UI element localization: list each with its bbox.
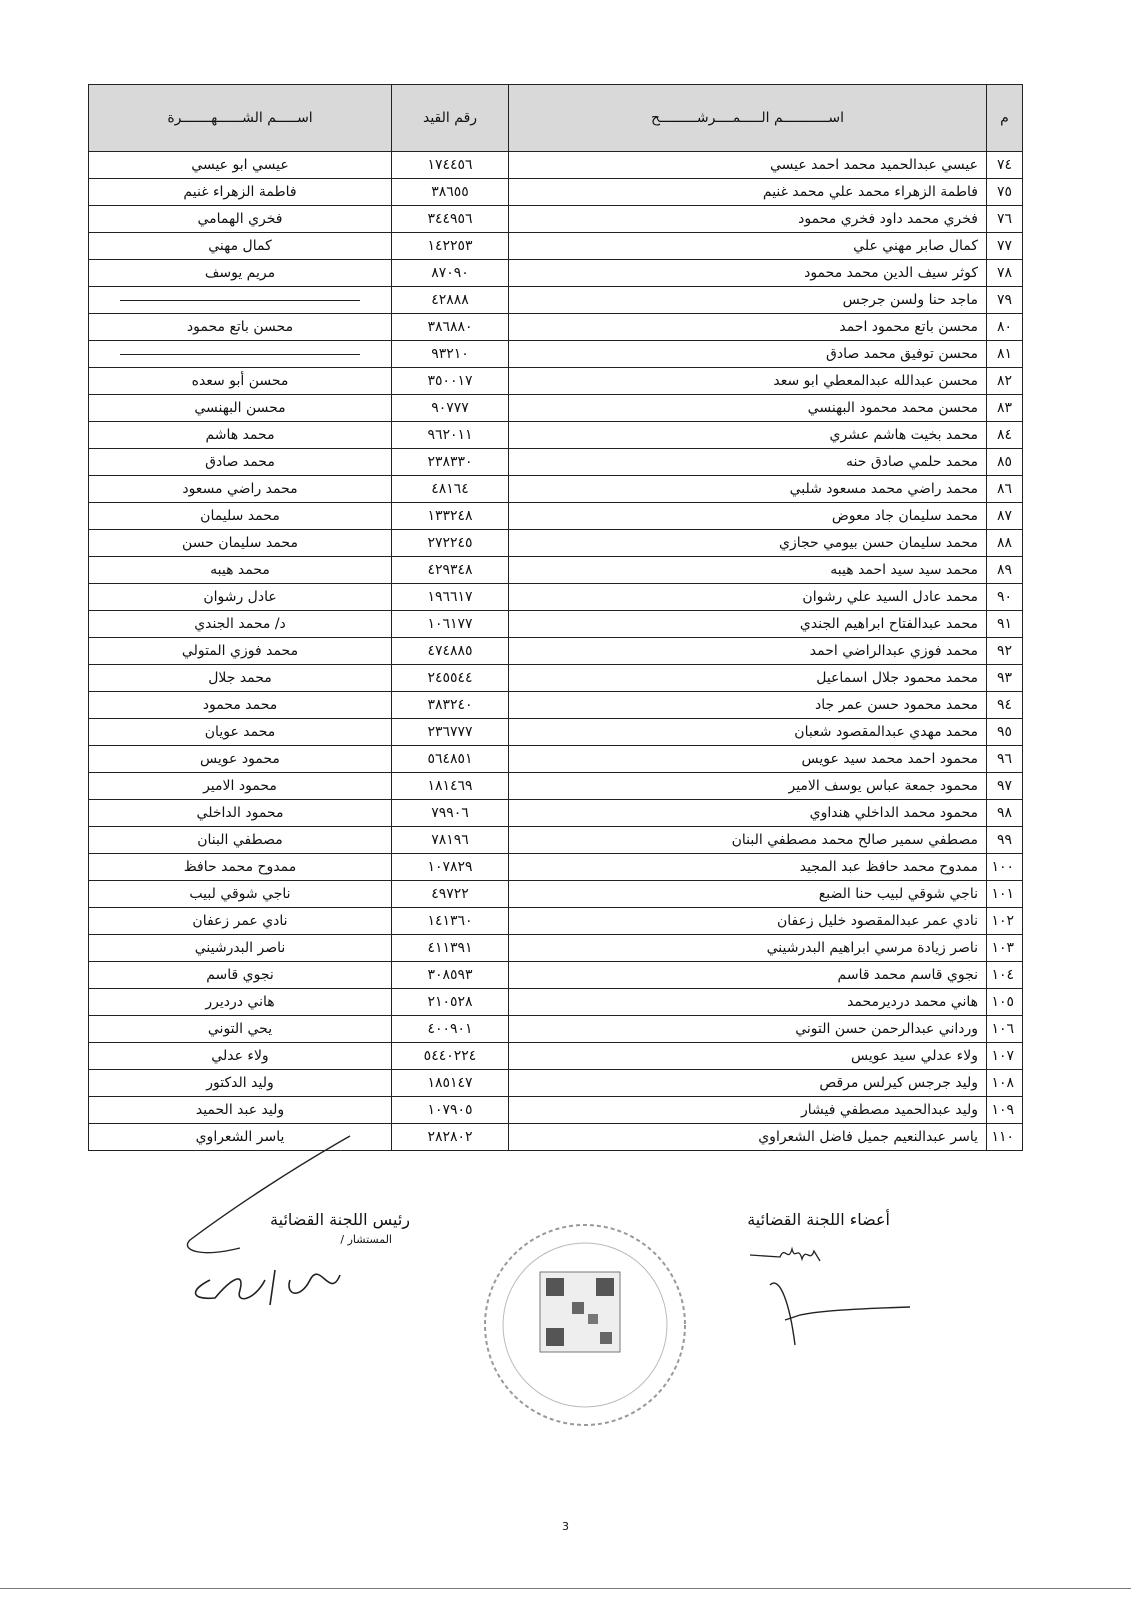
table-row [89,881,1023,908]
row-index: ٩٠ [987,584,1023,611]
table-row [89,719,1023,746]
candidate-name: محسن عبدالله عبدالمعطي ابو سعد [509,368,987,395]
table-row [89,800,1023,827]
table-row [89,908,1023,935]
popular-name: ناصر البدرشيني [89,935,392,962]
registration-number: ٤٨١٦٤ [392,476,509,503]
chair-signature-scrawl [170,1130,430,1310]
table-row [89,773,1023,800]
registration-number: ٣٤٤٩٥٦ [392,206,509,233]
table-row [89,503,1023,530]
row-index: ١٠٠ [987,854,1023,881]
candidate-name: ممدوح محمد حافظ عبد المجيد [509,854,987,881]
row-index: ١٠٤ [987,962,1023,989]
candidate-name: محمد راضي محمد مسعود شلبي [509,476,987,503]
popular-name: محمد راضي مسعود [89,476,392,503]
registration-number: ٢٣٦٧٧٧ [392,719,509,746]
popular-name: محمد هيبه [89,557,392,584]
registration-number: ٢٧٢٢٤٥ [392,530,509,557]
candidate-name: محمد سيد سيد احمد هيبه [509,557,987,584]
popular-name: عادل رشوان [89,584,392,611]
registration-number: ٩٣٢١٠ [392,341,509,368]
registration-number: ١٤١٣٦٠ [392,908,509,935]
table-row [89,395,1023,422]
table-row [89,1043,1023,1070]
popular-name: د/ محمد الجندي [89,611,392,638]
table-row [89,422,1023,449]
table-row [89,233,1023,260]
row-index: ٩٣ [987,665,1023,692]
table-row [89,206,1023,233]
registration-number: ١٣٣٢٤٨ [392,503,509,530]
popular-name: محسن البهنسي [89,395,392,422]
popular-name: محمد جلال [89,665,392,692]
row-index: ٨٠ [987,314,1023,341]
registration-number: ٢٨٢٨٠٢ [392,1124,509,1151]
popular-name: محمود الداخلي [89,800,392,827]
table-row [89,962,1023,989]
popular-name: ياسر الشعراوي [89,1124,392,1151]
table-row [89,989,1023,1016]
table-row [89,476,1023,503]
popular-name: عيسي ابو عيسي [89,152,392,179]
registration-number: ٣٨٣٢٤٠ [392,692,509,719]
candidate-name: وليد عبدالحميد مصطفي فيشار [509,1097,987,1124]
candidate-name: محمد بخيت هاشم عشري [509,422,987,449]
row-index: ٧٨ [987,260,1023,287]
candidate-name: ماجد حنا ولسن جرجس [509,287,987,314]
blank-line [120,354,360,355]
candidate-name: ناصر زيادة مرسي ابراهيم البدرشيني [509,935,987,962]
candidate-name: ياسر عبدالنعيم جميل فاضل الشعراوي [509,1124,987,1151]
candidate-name: كوثر سيف الدين محمد محمود [509,260,987,287]
candidate-name: كمال صابر مهني علي [509,233,987,260]
candidate-name: عيسي عبدالحميد محمد احمد عيسي [509,152,987,179]
row-index: ٨٣ [987,395,1023,422]
candidate-name: محمد عادل السيد علي رشوان [509,584,987,611]
candidate-name: محمد عبدالفتاح ابراهيم الجندي [509,611,987,638]
popular-name: وليد الدكتور [89,1070,392,1097]
registration-number: ٤٠٠٩٠١ [392,1016,509,1043]
popular-name: كمال مهني [89,233,392,260]
row-index: ٧٦ [987,206,1023,233]
registration-number: ٣٠٨٥٩٣ [392,962,509,989]
popular-name: ناجي شوقي لبيب [89,881,392,908]
popular-name: محمود الامير [89,773,392,800]
candidate-name: محسن توفيق محمد صادق [509,341,987,368]
candidate-name: محمد فوزي عبدالراضي احمد [509,638,987,665]
registration-number: ٩٦٢٠١١ [392,422,509,449]
table-row [89,1070,1023,1097]
table-row [89,692,1023,719]
row-index: ٨٧ [987,503,1023,530]
popular-name: محسن باتع محمود [89,314,392,341]
candidate-name: محسن محمد محمود البهنسي [509,395,987,422]
row-index: ١٠٣ [987,935,1023,962]
candidate-name: محمد محمود حسن عمر جاد [509,692,987,719]
registration-number: ١٠٧٨٢٩ [392,854,509,881]
table-row [89,746,1023,773]
row-index: ٨٤ [987,422,1023,449]
row-index: ١٠٦ [987,1016,1023,1043]
page-number: 3 [562,1520,569,1533]
candidate-name: ولاء عدلي سيد عويس [509,1043,987,1070]
registration-number: ١٧٤٤٥٦ [392,152,509,179]
chair-subtitle: المستشار / [340,1233,392,1246]
popular-name: محمد سليمان [89,503,392,530]
candidate-name: ورداني عبدالرحمن حسن التوني [509,1016,987,1043]
row-index: ٨٥ [987,449,1023,476]
row-index: ٩٥ [987,719,1023,746]
header-registration-number: رقم القيد [392,85,509,152]
table-row [89,260,1023,287]
registration-number: ٢٣٨٣٣٠ [392,449,509,476]
popular-name: ولاء عدلي [89,1043,392,1070]
bottom-rule [0,1588,1131,1589]
chair-title: رئيس اللجنة القضائية [270,1210,410,1229]
registration-number: ٣٨٦٥٥ [392,179,509,206]
table-row [89,368,1023,395]
registration-number: ٨٧٠٩٠ [392,260,509,287]
row-index: ١٠١ [987,881,1023,908]
candidate-name: وليد جرجس كيرلس مرقص [509,1070,987,1097]
row-index: ١٠٧ [987,1043,1023,1070]
row-index: ١١٠ [987,1124,1023,1151]
popular-name: محمود عويس [89,746,392,773]
registration-number: ٢١٠٥٢٨ [392,989,509,1016]
candidate-name: نجوي قاسم محمد قاسم [509,962,987,989]
row-index: ٧٤ [987,152,1023,179]
popular-name [89,341,392,368]
candidate-name: نادي عمر عبدالمقصود خليل زعفان [509,908,987,935]
registration-number: ٤٢٩٣٤٨ [392,557,509,584]
popular-name: محمد فوزي المتولي [89,638,392,665]
popular-name: فاطمة الزهراء غنيم [89,179,392,206]
table-row [89,287,1023,314]
popular-name: مريم يوسف [89,260,392,287]
popular-name: نادي عمر زعفان [89,908,392,935]
popular-name: محمد صادق [89,449,392,476]
popular-name: محمد سليمان حسن [89,530,392,557]
table-row [89,530,1023,557]
popular-name [89,287,392,314]
header-index: م [987,85,1023,152]
registration-number: ٧٨١٩٦ [392,827,509,854]
candidate-name: محمد حلمي صادق حنه [509,449,987,476]
registration-number: ١٩٦٦١٧ [392,584,509,611]
row-index: ٧٥ [987,179,1023,206]
table-row [89,935,1023,962]
popular-name: وليد عبد الحميد [89,1097,392,1124]
official-seal [470,1210,700,1440]
candidate-name: مصطفي سمير صالح محمد مصطفي البنان [509,827,987,854]
candidate-name: فاطمة الزهراء محمد علي محمد غنيم [509,179,987,206]
candidate-name: محسن باتع محمود احمد [509,314,987,341]
row-index: ٨٢ [987,368,1023,395]
registration-number: ٤٩٧٢٢ [392,881,509,908]
candidate-name: هاني محمد درديرمحمد [509,989,987,1016]
members-signature-scrawl [740,1235,930,1365]
registration-number: ٤٧٤٨٨٥ [392,638,509,665]
row-index: ٨١ [987,341,1023,368]
registration-number: ٢٤٥٥٤٤ [392,665,509,692]
row-index: ٩٤ [987,692,1023,719]
row-index: ٩٦ [987,746,1023,773]
candidate-name: محمد سليمان جاد معوض [509,503,987,530]
table-row [89,638,1023,665]
popular-name: محمد محمود [89,692,392,719]
registration-number: ١٤٢٢٥٣ [392,233,509,260]
registration-number: ٤٢٨٨٨ [392,287,509,314]
row-index: ٩٨ [987,800,1023,827]
popular-name: ممدوح محمد حافظ [89,854,392,881]
candidate-name: محمود جمعة عباس يوسف الامير [509,773,987,800]
row-index: ٧٧ [987,233,1023,260]
popular-name: محسن أبو سعده [89,368,392,395]
registration-number: ٩٠٧٧٧ [392,395,509,422]
table-row [89,827,1023,854]
row-index: ٩٢ [987,638,1023,665]
table-row [89,449,1023,476]
registration-number: ٥٦٤٨٥١ [392,746,509,773]
popular-name: نجوي قاسم [89,962,392,989]
popular-name: يحي التوني [89,1016,392,1043]
popular-name: هاني درديرر [89,989,392,1016]
registration-number: ٤١١٣٩١ [392,935,509,962]
table-row [89,584,1023,611]
table-row [89,665,1023,692]
row-index: ٩١ [987,611,1023,638]
row-index: ٨٨ [987,530,1023,557]
row-index: ١٠٢ [987,908,1023,935]
candidate-name: فخري محمد داود فخري محمود [509,206,987,233]
registration-number: ٧٩٩٠٦ [392,800,509,827]
table-row [89,1097,1023,1124]
members-title: أعضاء اللجنة القضائية [747,1210,890,1229]
candidate-name: محمد محمود جلال اسماعيل [509,665,987,692]
table-body [89,152,1023,1151]
header-popular-name: اســـــم الشــــــهـــــــرة [89,85,392,152]
candidate-name: محمد سليمان حسن بيومي حجازي [509,530,987,557]
row-index: ١٠٥ [987,989,1023,1016]
row-index: ٩٧ [987,773,1023,800]
registration-number: ١٨١٤٦٩ [392,773,509,800]
table-row [89,179,1023,206]
registration-number: ٣٨٦٨٨٠ [392,314,509,341]
table-row [89,314,1023,341]
blank-line [120,300,360,301]
popular-name: محمد هاشم [89,422,392,449]
candidate-name: محمود محمد الداخلي هنداوي [509,800,987,827]
candidates-table [88,84,1023,1151]
table-row [89,1016,1023,1043]
row-index: ٨٩ [987,557,1023,584]
table-header-row [89,85,1023,152]
registration-number: ١٨٥١٤٧ [392,1070,509,1097]
table-row [89,152,1023,179]
row-index: ٧٩ [987,287,1023,314]
row-index: ١٠٩ [987,1097,1023,1124]
popular-name: مصطفي البنان [89,827,392,854]
header-candidate-name: اســـــــــــم الـــــمــــرشـــــــــح [509,85,987,152]
table-row [89,557,1023,584]
registration-number: ٣٥٠٠١٧ [392,368,509,395]
popular-name: محمد عويان [89,719,392,746]
table-row [89,341,1023,368]
candidate-name: محمود احمد محمد سيد عويس [509,746,987,773]
registration-number: ٥٤٤٠٢٢٤ [392,1043,509,1070]
members-signature-block [700,1210,890,1229]
table-row [89,854,1023,881]
candidate-name: محمد مهدي عبدالمقصود شعبان [509,719,987,746]
row-index: ٩٩ [987,827,1023,854]
candidate-name: ناجي شوقي لبيب حنا الضبع [509,881,987,908]
popular-name: فخري الهمامي [89,206,392,233]
row-index: ١٠٨ [987,1070,1023,1097]
table-row [89,611,1023,638]
row-index: ٨٦ [987,476,1023,503]
registration-number: ١٠٧٩٠٥ [392,1097,509,1124]
registration-number: ١٠٦١٧٧ [392,611,509,638]
